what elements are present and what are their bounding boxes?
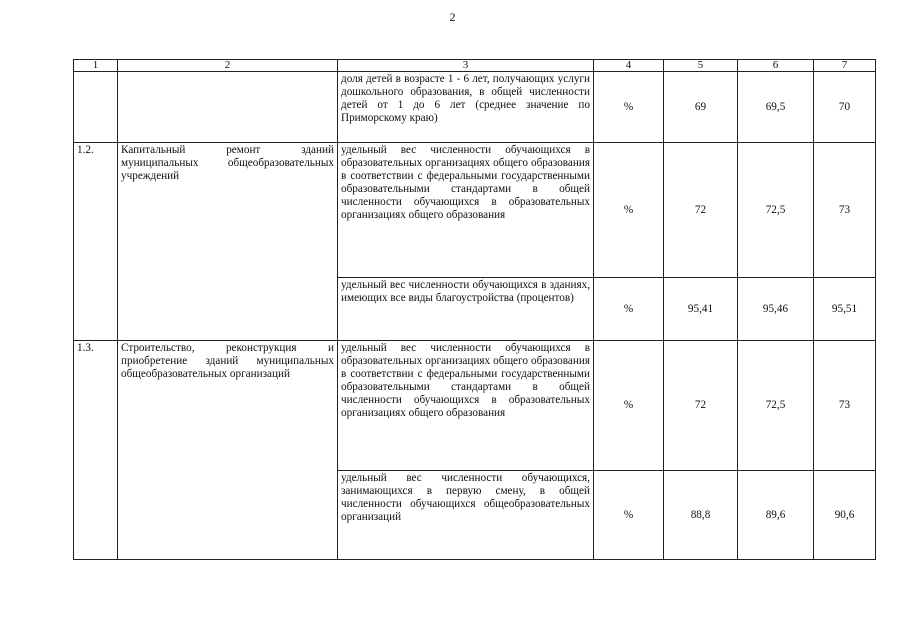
indicator-cell: удельный вес численности обучающихся в образовательных организациях общего образования в соответствии с федеральными государственными образовательными стандартами в общей численности обучающихся в образовательных организациях общего образования: [338, 143, 594, 278]
value-col6-cell: 89,6: [738, 471, 814, 560]
column-number: 1: [74, 60, 118, 72]
value-col7-cell: 73: [814, 143, 876, 278]
unit-cell: %: [594, 278, 664, 341]
column-number: 7: [814, 60, 876, 72]
measure-name-cell: [118, 72, 338, 143]
value-col7-cell: 95,51: [814, 278, 876, 341]
indicator-cell: доля детей в возрасте 1 - 6 лет, получающих услуги дошкольного образования, в общей численности детей от 1 до 6 лет (среднее значение по Приморскому краю): [338, 72, 594, 143]
value-col6-cell: 72,5: [738, 341, 814, 471]
page-number: 2: [449, 10, 456, 24]
value-col6-cell: 72,5: [738, 143, 814, 278]
column-number-row: [74, 60, 876, 72]
value-col5-cell: 72: [664, 143, 738, 278]
value-col7-cell: 90,6: [814, 471, 876, 560]
table-row: [74, 341, 876, 471]
value-col5-cell: 69: [664, 72, 738, 143]
column-number: 5: [664, 60, 738, 72]
program-indicators-table: [73, 59, 876, 560]
row-index-cell: 1.3.: [74, 341, 118, 560]
value-col7-cell: 70: [814, 72, 876, 143]
indicator-cell: удельный вес численности обучающихся в зданиях, имеющих все виды благоустройства (процентов): [338, 278, 594, 341]
unit-cell: %: [594, 72, 664, 143]
column-number: 3: [338, 60, 594, 72]
value-col5-cell: 95,41: [664, 278, 738, 341]
value-col7-cell: 73: [814, 341, 876, 471]
measure-name-cell: Строительство, реконструкция и приобретение зданий муниципальных общеобразовательных организаций: [118, 341, 338, 560]
measure-name-cell: Капитальный ремонт зданий муниципальных общеобразовательных учреждений: [118, 143, 338, 341]
unit-cell: %: [594, 471, 664, 560]
value-col5-cell: 88,8: [664, 471, 738, 560]
row-index-cell: 1.2.: [74, 143, 118, 341]
table-row: [74, 143, 876, 278]
unit-cell: %: [594, 143, 664, 278]
column-number: 2: [118, 60, 338, 72]
column-number: 4: [594, 60, 664, 72]
table-row: [74, 72, 876, 143]
value-col6-cell: 95,46: [738, 278, 814, 341]
value-col6-cell: 69,5: [738, 72, 814, 143]
indicator-cell: удельный вес численности обучающихся, занимающихся в первую смену, в общей численности обучающихся общеобразовательных организаций: [338, 471, 594, 560]
indicator-cell: удельный вес численности обучающихся в образовательных организациях общего образования в соответствии с федеральными государственными образовательными стандартами в общей численности обучающихся в образовательных организациях общего образования: [338, 341, 594, 471]
unit-cell: %: [594, 341, 664, 471]
value-col5-cell: 72: [664, 341, 738, 471]
column-number: 6: [738, 60, 814, 72]
row-index-cell: [74, 72, 118, 143]
